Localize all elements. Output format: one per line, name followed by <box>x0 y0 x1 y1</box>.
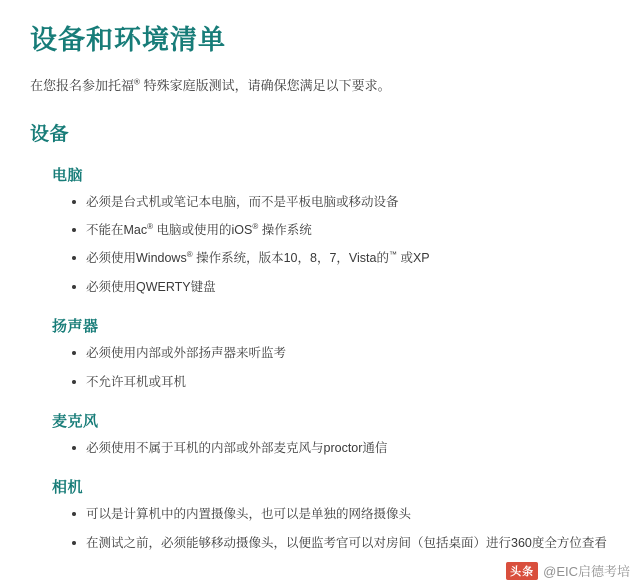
list-item-text: 必须使用内部或外部扬声器来听监考 <box>86 346 287 361</box>
registered-mark-icon: ® <box>134 77 140 87</box>
list-item <box>72 439 616 458</box>
list-item-text: 或XP <box>400 251 430 266</box>
section-heading-equipment: 设备 <box>30 123 70 145</box>
intro-paragraph <box>30 76 616 97</box>
subsection-heading-microphone: 麦克风 <box>52 413 99 431</box>
intro-brand: 托福 <box>108 77 135 93</box>
toutiao-logo: 头条 <box>506 562 538 580</box>
list-item-text: 必须使用QWERTY键盘 <box>86 279 216 294</box>
list-item-text: 必须使用不属于耳机的内部或外部麦克风与proctor通信 <box>86 441 388 456</box>
subsection-heading-camera: 相机 <box>52 479 84 497</box>
list-item <box>72 193 616 212</box>
registered-mark-icon: ® <box>252 221 259 231</box>
subsection-heading-speakers: 扬声器 <box>52 318 99 336</box>
list-camera <box>30 505 616 553</box>
list-item-text: 不能在Mac <box>86 223 148 238</box>
intro-text-after: 特殊家庭版测试，请确保您满足以下要求。 <box>143 77 391 93</box>
list-item-text: 电脑或使用的iOS <box>156 223 253 238</box>
list-item <box>72 344 616 363</box>
page-title: 设备和环境清单 <box>30 25 226 55</box>
list-item-text: 不允许耳机或耳机 <box>86 374 187 389</box>
watermark <box>506 561 630 580</box>
list-item-text: 在测试之前，必须能够移动摄像头，以便监考官可以对房间（包括桌面）进行360度全方位查看 <box>86 535 607 550</box>
list-item <box>72 373 616 392</box>
registered-mark-icon: ® <box>186 250 193 260</box>
trademark-mark-icon: ™ <box>388 250 397 260</box>
list-computer <box>30 193 616 298</box>
list-item-text: 必须是台式机或笔记本电脑，而不是平板电脑或移动设备 <box>86 194 399 209</box>
list-item <box>72 534 616 553</box>
subsection-heading-computer: 电脑 <box>52 166 84 184</box>
registered-mark-icon: ® <box>147 221 154 231</box>
list-speakers <box>30 344 616 392</box>
list-item-text: 操作系统 <box>261 223 312 238</box>
list-item-text: 可以是计算机中的内置摄像头，也可以是单独的网络摄像头 <box>86 507 412 522</box>
list-item-text: 必须使用Windows <box>86 251 187 266</box>
list-microphone <box>30 439 616 458</box>
list-item <box>72 249 616 269</box>
list-item <box>72 505 616 524</box>
intro-text-before: 在您报名参加 <box>30 77 109 93</box>
watermark-text: @EIC启德考培 <box>543 564 630 579</box>
list-item <box>72 278 616 297</box>
list-item-text: 操作系统，版本10，8，7，Vista的 <box>196 251 389 266</box>
list-item <box>72 221 616 241</box>
